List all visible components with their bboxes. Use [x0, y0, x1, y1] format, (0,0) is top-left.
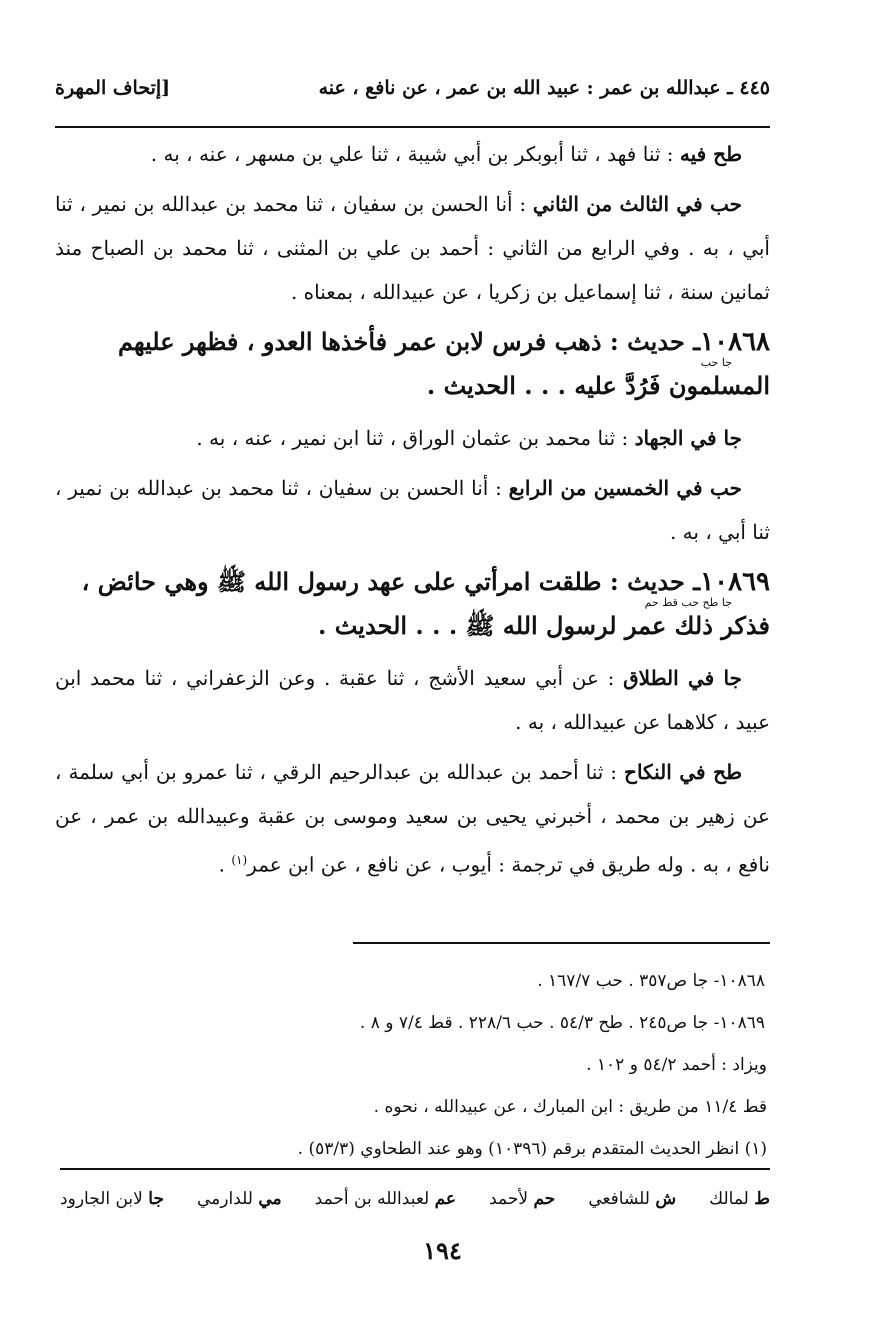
hadith-text: ـ حديث : طلقت امرأتي على عهد رسول الله ﷺ وهي حائض ، — [81, 567, 701, 596]
footnote-line: ١٠٨٦٨- جا ص٣٥٧ . حب ١٦٧/٧ . — [537, 971, 765, 991]
abbreviation-item — [60, 1189, 164, 1209]
source-lead: طح فيه — [679, 142, 742, 166]
footnote-line: قط ١١/٤ من طريق : ابن المبارك ، عن عبيدالله ، نحوه . — [373, 1097, 767, 1117]
source-lead: طح في النكاح — [624, 760, 743, 784]
abbreviation-name: لعبدالله بن أحمد — [314, 1189, 430, 1209]
abbreviation-symbol: مي — [258, 1189, 282, 1209]
abbreviation-item — [588, 1189, 676, 1209]
paragraph-text: : أنا الحسن بن سفيان ، ثنا محمد بن عبدالله بن نمير ، ثنا أبي ، به . وفي الرابع من الثاني : أحمد بن علي بن المثنى ، ثنا محمد بن الصباح منذ ثمانين سنة ، ثنا إسماعيل بن زكريا ، عن عبيدالله ، بمعناه . — [55, 192, 770, 304]
hadith-number: ١٠٨٦٩ — [700, 567, 770, 597]
paragraph-text: : عن أبي سعيد الأشج ، ثنا عقبة . وعن الزعفراني ، ثنا محمد ابن عبيد ، كلاهما عن عبيدالله ، به . — [55, 666, 770, 734]
paragraph — [55, 182, 770, 314]
hadith-text: ـ حديث : ذهب فرس لابن عمر فأخذها العدو ، فظهر عليهم — [118, 327, 701, 356]
hadith-entry — [55, 320, 770, 408]
footnote-rule — [353, 942, 770, 944]
paragraph-text: : ثنا فهد ، ثنا أبوبكر بن أبي شيبة ، ثنا علي بن مسهر ، عنه ، به . — [150, 142, 680, 166]
hadith-line-2: المسلمون فَرُدَّ عليه . . . الحديث . — [426, 371, 770, 400]
footnote-line: (١) انظر الحديث المتقدم برقم (١٠٣٩٦) وهو عند الطحاوي (٥٣/٣) . — [297, 1139, 767, 1159]
abbreviation-name: للدارمي — [197, 1189, 253, 1209]
abbreviations-key — [60, 1183, 770, 1215]
page-number: ١٩٤ — [423, 1236, 462, 1265]
header-title: ٤٤٥ ـ عبدالله بن عمر : عبيد الله بن عمر ، عن نافع ، عنه — [318, 77, 770, 99]
abbreviation-symbol: ط — [754, 1189, 770, 1209]
abbreviation-name: للشافعي — [588, 1189, 650, 1209]
source-lead: حب في الثالث من الثاني — [532, 192, 742, 216]
footnote-marker[interactable]: (١) — [231, 853, 248, 867]
source-lead: حب في الخمسين من الرابع — [508, 476, 742, 500]
abbreviation-symbol: ش — [655, 1189, 677, 1209]
abbreviation-symbol: جا — [148, 1189, 164, 1209]
paragraph — [55, 656, 770, 744]
paragraph — [55, 132, 770, 176]
abbreviation-item — [315, 1189, 456, 1209]
paragraph-text: : ثنا أحمد بن عبدالله بن عبدالرحيم الرقي ، ثنا عمرو بن أبي سلمة ، عن زهير بن محمد ، أخبرني يحيى بن سعيد وموسى بن عقبة وعبيدالله بن عمر ، عن نافع ، به . وله طريق في ترجمة : أيوب ، عن نافع ، عن ابن عمر — [55, 760, 770, 877]
paragraph — [55, 466, 770, 554]
header-book-title: [إتحاف المهرة — [55, 77, 171, 99]
source-lead: جا في الجهاد — [634, 426, 742, 450]
hadith-line-2: فذكر ذلك عمر لرسول الله ﷺ . . . الحديث . — [318, 611, 770, 640]
abbreviation-item — [489, 1189, 555, 1209]
paragraph-text: : أنا الحسن بن سفيان ، ثنا محمد بن عبدالله بن نمير ، ثنا أبي ، به . — [55, 476, 770, 544]
hadith-sigla: جا طح حب قط حم — [644, 596, 732, 609]
paragraph-text: : ثنا محمد بن عثمان الوراق ، ثنا ابن نمير ، عنه ، به . — [196, 426, 635, 450]
paragraph — [55, 750, 770, 887]
hadith-line-1 — [55, 320, 770, 364]
abbreviation-item — [197, 1189, 282, 1209]
abbreviations-rule — [60, 1168, 770, 1170]
header-rule — [55, 126, 770, 128]
footnote-line: ١٠٨٦٩- جا ص٢٤٥ . طح ٥٤/٣ . حب ٢٢٨/٦ . قط ٧/٤ و ٨ . — [359, 1013, 765, 1033]
source-lead: جا في الطلاق — [623, 666, 742, 690]
main-text — [55, 132, 770, 893]
abbreviation-name: لأحمد — [489, 1189, 529, 1209]
paragraph-end: . — [218, 852, 232, 877]
running-header — [55, 70, 770, 106]
hadith-entry — [55, 560, 770, 648]
paragraph — [55, 416, 770, 460]
abbreviation-symbol: عم — [434, 1189, 457, 1209]
footnote-line: ويزاد : أحمد ٥٤/٢ و ١٠٢ . — [586, 1055, 767, 1075]
hadith-sigla: جا حب — [700, 356, 732, 369]
hadith-number: ١٠٨٦٨ — [700, 327, 770, 357]
footnotes — [60, 960, 767, 1170]
abbreviation-name: لمالك — [709, 1189, 749, 1209]
abbreviation-item — [709, 1189, 770, 1209]
abbreviation-name: لابن الجارود — [60, 1189, 143, 1209]
abbreviation-symbol: حم — [533, 1189, 556, 1209]
